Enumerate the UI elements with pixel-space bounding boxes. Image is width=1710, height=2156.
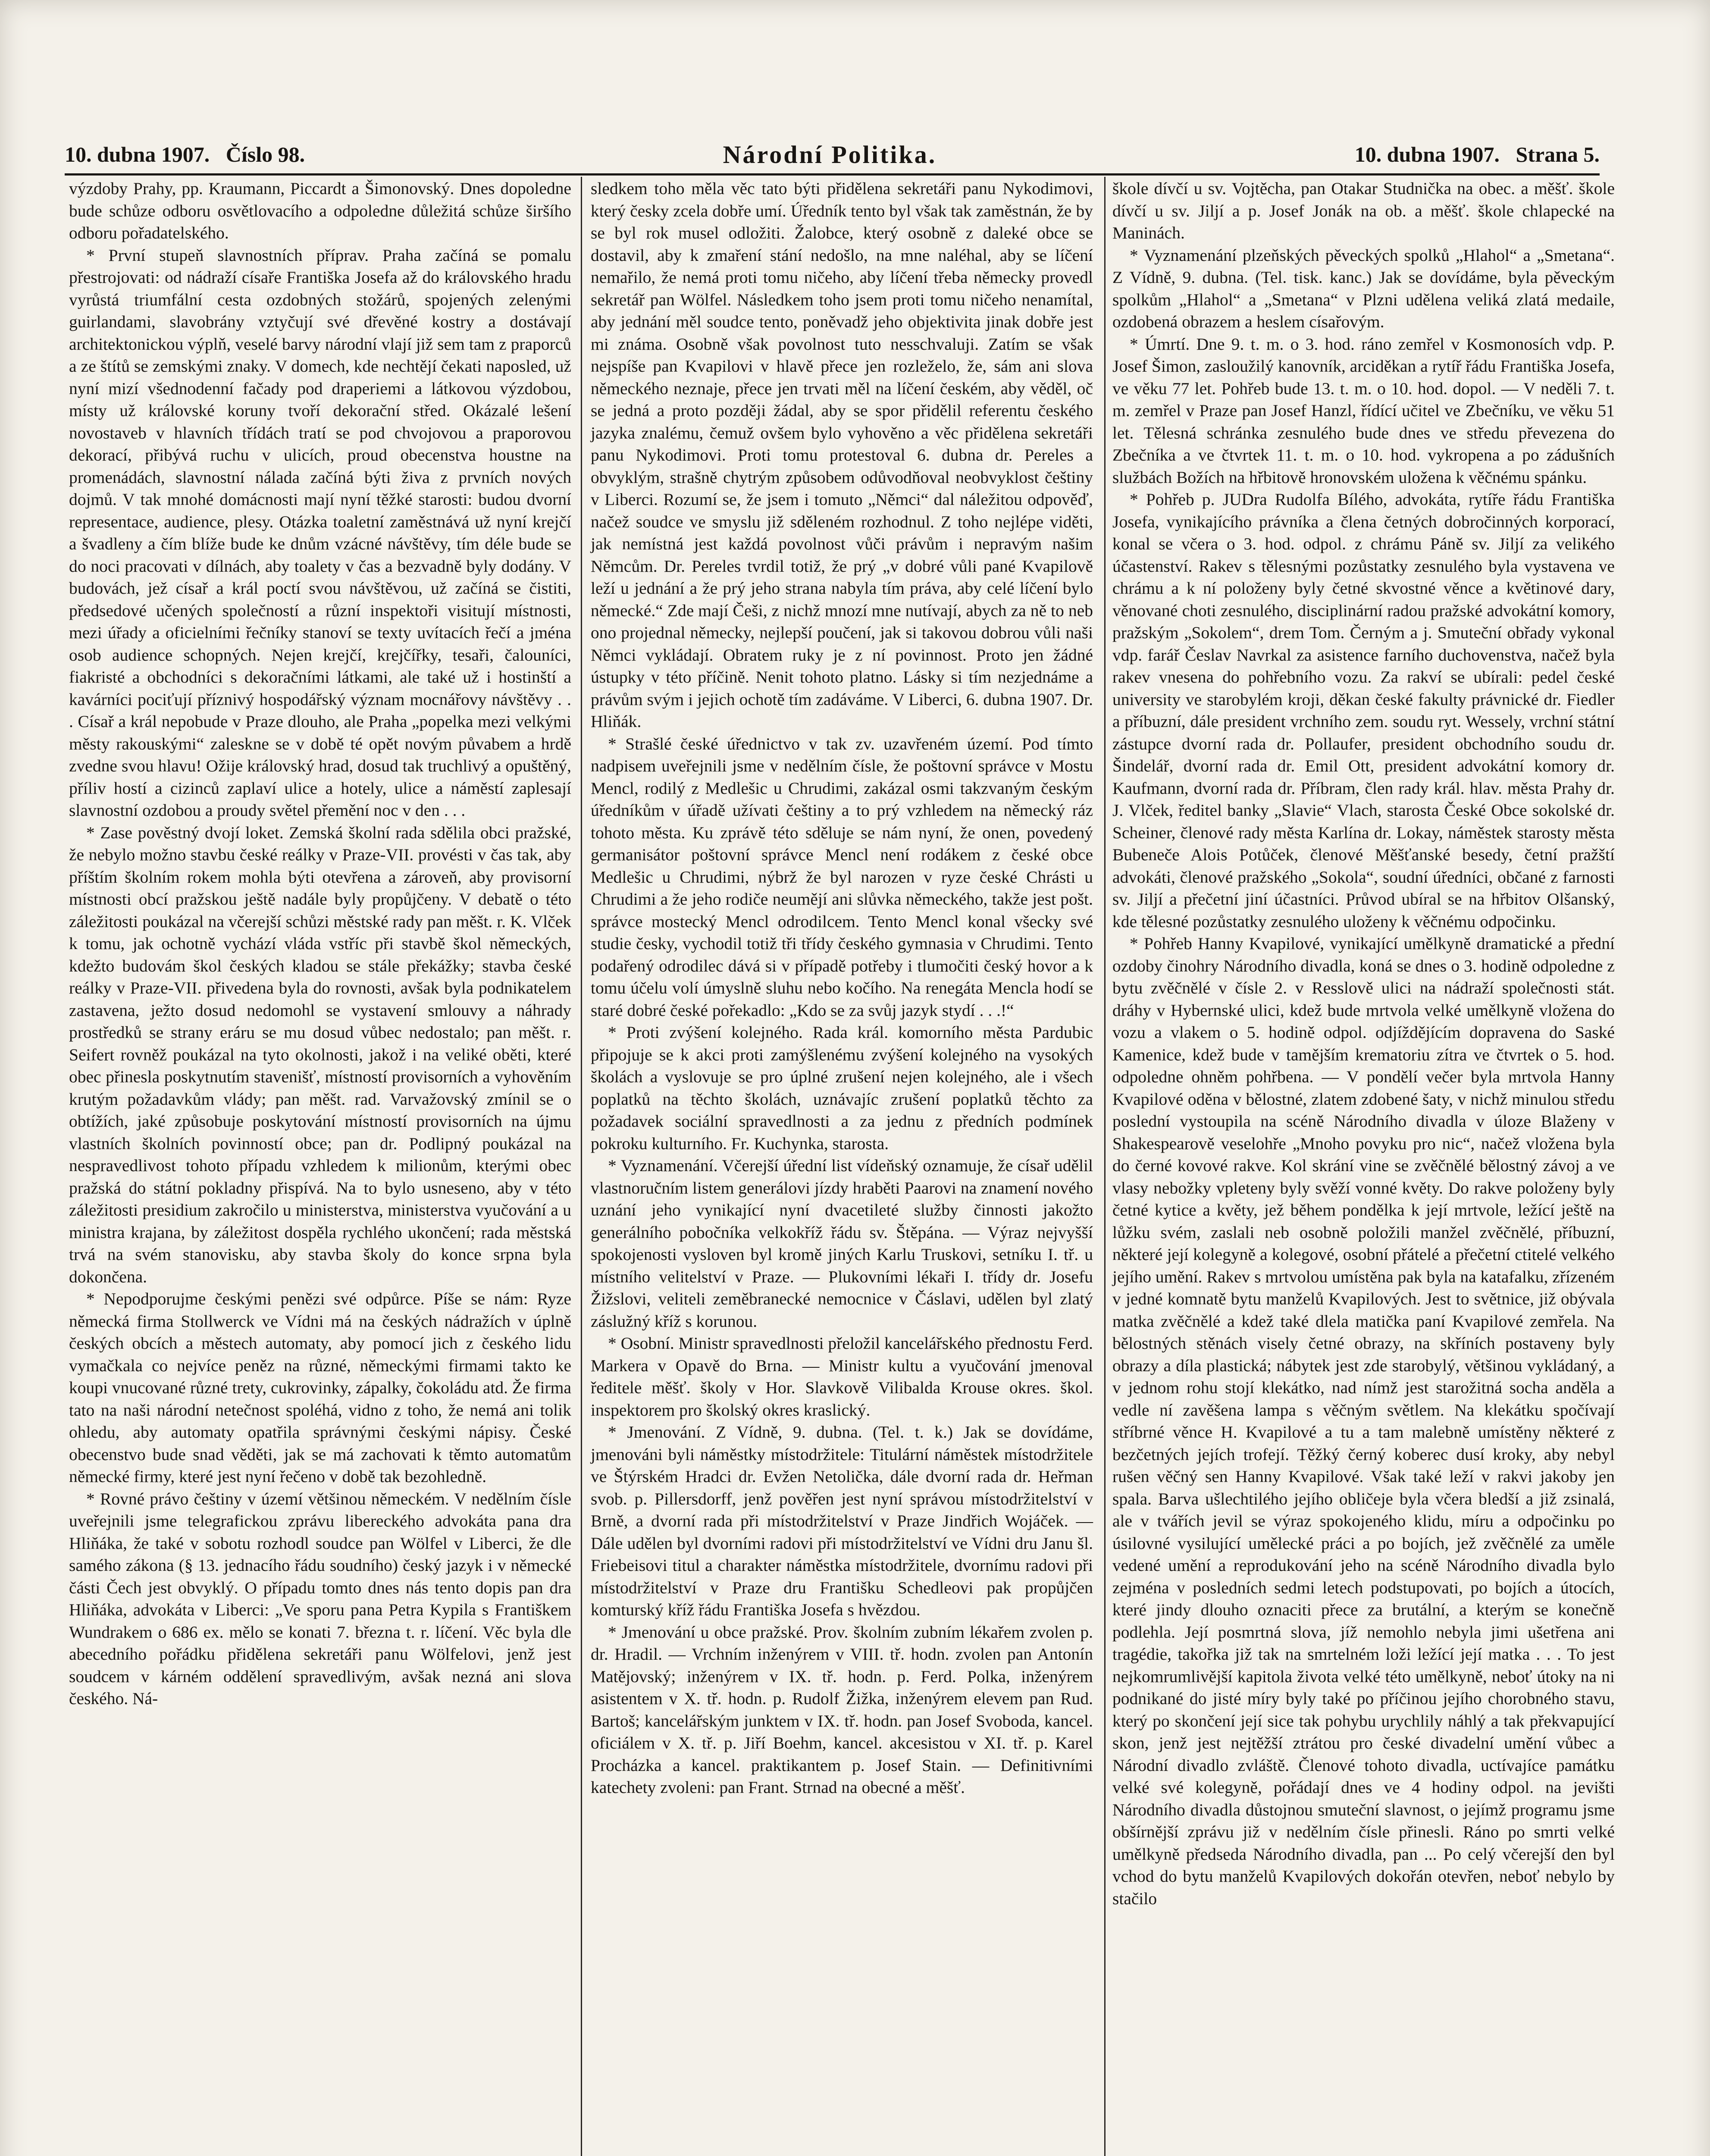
header-date-right: 10. dubna 1907. xyxy=(1354,142,1500,166)
header-page-number: Strana 5. xyxy=(1516,142,1600,166)
article-paragraph: * Osobní. Ministr spravedlnosti přeložil kancelářského přednostu Ferd. Markera v Opavě do Brna. — Ministr kultu a vyučování jmenoval ředitele měšť. školy v Hor. Slavkově Vilibalda Krouse okres. škol. inspektorem pro školský okres kraslický. xyxy=(591,1334,1097,1420)
header-date-left: 10. dubna 1907. xyxy=(65,142,210,166)
article-paragraph: * Nepodporujme českými penězi své odpůrce. Píše se nám: Ryze německá firma Stollwerck ve Vídni má na českých nádražích v úplně českých obcích a městech automaty, aby pomocí jich z českého lidu vymačkala co nejvíce peněz na různé, německými firmami takto ke koupi vnucované různé trety, cukrovinky, zápalky, čokoládu atd. Že firma tato na naši národní netečnost spoléhá, vidno z toho, že nemá ani tolik ohledu, aby automaty opatřila správnými českými nápisy. České obecenstvo bude snad věděti, jak se má zachovati k těmto automatům německé firmy, které jest nyní řečeno v době tak bezohledně. xyxy=(69,1289,576,1486)
column-divider-1 xyxy=(581,177,582,2156)
article-paragraph: * Rovné právo češtiny v území většinou německém. V nedělním čísle uveřejnili jsme telegrafickou zprávu libereckého advokáta pana dra Hliňáka, že také v sobotu rozhodl soudce pan Wölfel v Liberci, že dle samého zákona (§ 13. jednacího řádu soudního) český jazyk i v německé části Čech jest obvyklý. O případu tomto dnes nás tento dopis pan dra Hliňáka, advokáta v Liberci: „Ve sporu pana Petra Kypila s Františkem Wundrakem o 686 ex. mělo se konati 7. března t. r. líčení. Věc byla dle abecedního pořádku přidělena sekretáři panu Wölfelovi, jenž jest soudcem v kárném oddělení spravedlivým, avšak nezná ani slova českého. Ná- xyxy=(69,1489,576,1708)
masthead: Národní Politika. xyxy=(723,140,937,169)
article-paragraph: * Vyznamenání plzeňských pěveckých spolků „Hlahol“ a „Smetana“. Z Vídně, 9. dubna. (Tel. tisk. kanc.) Jak se dovídáme, byla pěveckým spolkům „Hlahol“ a „Smetana“ v Plzni udělena veliká zlatá medaile, ozdobená obrazem a heslem císařovým. xyxy=(1112,245,1619,331)
column-1 xyxy=(69,178,576,2156)
column-2 xyxy=(591,178,1097,2156)
article-paragraph: * Pohřeb Hanny Kvapilové, vynikající umělkyně dramatické a přední ozdoby činohry Národního divadla, koná se dnes o 3. hodině odpoledne z bytu zvěčnělé v čísle 2. v Resslově ulici na nádraží společnosti stát. dráhy v Hybernské ulici, kdež bude mrtvola velké umělkyně vložena do vozu a vlakem o 5. hodině odpol. odjíždějícím dopravena do Saské Kamenice, kdež bude v tamějším krematoriu zítra ve čtvrtek o 5. hod. odpoledne ohněm pohřbena. — V pondělí večer byla mrtvola Hanny Kvapilové oděna v bělostné, zlatem zdobené šaty, v nichž minulou středu poslední vystoupila na scéně Národního divadla v úloze Blaženy v Shakespearově veselohře „Mnoho povyku pro nic“, načež vložena byla do černé kovové rakve. Kol skrání vine se zvěčnělé bělostný závoj a ve vlasy nebožky vpleteny byly svěží vonné květy. Do rakve položeny byly četné kytice a květy, jež během pondělka k její mrtvole, ležící ještě na lůžku svém, zaslali neb osobně položili manžel zvěčnělé, příbuzní, některé její kolegyně a kolegové, osobní přátelé a přečetní ctitelé velkého jejího umění. Rakev s mrtvolou umístěna pak byla na katafalku, zřízeném v jedné komnatě bytu manželů Kvapilových. Jest to světnice, již obývala matka zvěčnělé a kdež také dlela matička paní Kvapilové zemřela. Na bělostných stěnách visely četné obrazy, na skříních postaveny byly obrazy a díla plastická; nábytek jest zde starobylý, většinou vykládaný, a v jednom rohu stojí klekátko, nad nímž jest starožitná socha anděla a vedle ní zavěšena lampa s věčným světlem. Na klekátku spočívají stříbrné věnce H. Kvapilové a tu a tam malebně umístěny některé z bezčetných jejích trofejí. Těžký černý koberec dusí kroky, aby nebyl rušen věčný sen Hanny Kvapilové. Však také leží v rakvi jakoby jen spala. Barva ušlechtilého jejího obličeje byla včera bledší a již zsinalá, ale v tvářích jevil se výraz spokojeného klidu, míru a odpočinku po úsilovné vysilující umělecké práci a po bojích, jež zvěčnělé za uměle vedené umění a reprodukování jeho na scéně Národního divadla bylo zejména v posledních sedmi letech podstupovati, po bojích a útocích, které jindy dlouho oznaciti přece za brutální, a kterým se konečně podlehla. Její posmrtná slova, jíž nemohlo nebyla jimi ušetřena ani tragédie, takořka již tak na smrtelném loži ležící její matka . . . To jest nejkomrumlivější kapitola života velké této umělkyně, neboť útoky na ni podnikané do jisté míry byly také po příčinou jejího chorobného stavu, který po skončení její sice tak pohybu urychlily náhlý a tak překvapující skon, jenž jest nejtěžší ztrátou pro české divadelní umění vůbec a Národní divadlo zvláště. Členové tohoto divadla, uctívajíce památku velké své kolegyně, pořádají dnes ve 4 hodiny odpol. na jevišti Národního divadla důstojnou smuteční slavnost, o jejímž programu jsme obšírnější zprávu již v nedělním čísle přinesli. Ráno po smrti velké umělkyně předseda Národního divadla, pan ... Po celý včerejší den byl vchod do bytu manželů Kvapilových dokořán otevřen, neboť nebylo by stačilo xyxy=(1112,934,1619,1908)
article-paragraph: sledkem toho měla věc tato býti přidělena sekretáři panu Nykodimovi, který česky zcela dobře umí. Úředník tento byl však tak zaměstnán, že by se byl rok musel odložiti. Žalobce, který osobně z daleké obce se dostavil, aby k zmaření stání nedošlo, na mne naléhal, aby se líčení nemařilo, že nemá proti tomu ničeho, aby líčení třeba německy provedl sekretář pan Wölfel. Následkem toho jsem proti tomu ničeho nenamítal, aby jednání měl soudce tento, poněvadž jeho objektivita jinak dobře jest mi známa. Osobně však povolnost tuto nesschvaluji. Zatím se však nejspíše pan Kvapilovi v hlavě přece jen rozleželo, že, sám ani slova německého neznaje, přece jen trvati měl na líčení českém, aby věděl, oč se jedná a proto později žádal, aby se spor přidělil referentu českého jazyka znalému, čemuž ovšem bylo vyhověno a věc přidělena sekretáři panu Nykodimovi. Proti tomu protestoval 6. dubna dr. Pereles a obvyklým, strašně chytrým způsobem odůvodňoval neobvyklost češtiny v Liberci. Rozumí se, že jsem i tomuto „Němci“ dal náležitou odpověď, načež soudce ve smyslu již sděleném rozhodnul. Z toho nejlépe viděti, jak nemístná jest každá povolnost vůči právům i nepravým našim Němcům. Dr. Pereles tvrdil totiž, že prý „v dobré vůli pané Kvapilově leží u jednání a že prý jeho strana nabyla tím práva, aby celé líčení bylo německé.“ Zde mají Češi, z nichž mnozí mne nutívají, abych za ně to neb ono projednal německy, nejlepší poučení, jak si takovou dobrou vůli naši Němci vykládají. Obratem ruky je z ní povinnost. Proto jen žádné ústupky v této příčině. Nenit tohoto platno. Lásky si tím nezjednáme a právům svým i jejich ochotě tím zadáváme. V Liberci, 6. dubna 1907. Dr. Hliňák. xyxy=(591,179,1097,731)
article-paragraph: * Jmenování. Z Vídně, 9. dubna. (Tel. t. k.) Jak se dovídáme, jmenováni byli náměstky místodržitele: Titulární náměstek místodržitele ve Štýrském Hradci dr. Evžen Netolička, dále dvorní rada dr. Heřman svob. p. Pillersdorff, jenž pověřen jest nyní správou místodržitelství v Brně, a dvorní rada při místodržitelství v Praze Jindřich Wojáček. — Dále udělen byl dvorními radovi při místodržitelství ve Vídni dru Janu šl. Friebeisovi titul a charakter náměstka místodržitele, dvornímu radovi při místodržitelství v Praze dru Františku Schedleovi pak propůjčen komturský kříž řádu Františka Josefa s hvězdou. xyxy=(591,1423,1097,1619)
column-divider-2 xyxy=(1104,177,1106,2156)
article-paragraph: * Zase pověstný dvojí loket. Zemská školní rada sdělila obci pražské, že nebylo možno stavbu české reálky v Praze-VII. provésti v čas tak, aby příštím školním rokem mohla býti otevřena a zároveň, aby provisorní místnosti obcí pražskou ještě nadále byly propůjčeny. V debatě o této záležitosti poukázal na včerejší schůzi městské rady pan měšt. r. K. Vlček k tomu, jak ochotně vychází vláda vstříc při stavbě škol německých, kdežto budovám škol českých kladou se stále překážky; stavba české reálky v Praze-VII. přivedena byla do rovnosti, avšak byla podnikatelem zastavena, ježto dosud nedomohl se vystavení smlouvy a náhrady prostředků se strany eráru se mu dosud vůbec nedostalo; pan měšt. r. Seifert rovněž poukázal na tyto okolnosti, jakož i na veliké oběti, které obec přinesla poskytnutím stavenišť, místností provisorních a vyhověním krutým požadavkům vlády; pan měšt. rad. Varvažovský zmínil se o obtížích, jaké způsobuje poskytování místností provisorních na újmu vlastních školních povinností obce; pan dr. Podlipný poukázal na nespravedlivost tohoto případu vzhledem k milionům, kterými obec pražská do státní pokladny přispívá. Na to bylo usneseno, aby v této záležitosti presidium zakročilo u ministerstva, ministerstva vyučování a u ministra krajana, by záležitost dospěla rychlého ukončení; rada městská trvá na svém stanovisku, aby stavba školy do konce srpna byla dokončena. xyxy=(69,823,576,1286)
article-paragraph: * První stupeň slavnostních příprav. Praha začíná se pomalu přestrojovati: od nádraží císaře Františka Josefa až do královského hradu vyrůstá triumfální cesta ozdobných stožárů, spojených zelenými guirlandami, slavobrány vztyčují své dřevěné kostry a dostávají architektonickou výplň, veselé barvy národní vlají již sem tam z praporců a ze štítů se zemskými znaky. V domech, kde nechtějí čekati naposled, už nyní mizí všednodenní fačady pod draperiemi a látkovou výzdobou, místy už královské koruny tvoří dekorační střed. Okázalé lešení novostaveb v hlavních třídách tratí se pod chvojovou a praporovou dekorací, přibývá ruchu v ulicích, proud obecenstva houstne na promenádách, slavnostní nálada začíná býti živa z prvních nových dojmů. V tak mnohé domácnosti mají nyní těžké starosti: budou dvorní representace, audience, plesy. Otázka toaletní zaměstnává už nyní krejčí a švadleny a čím blíže bude ke dnům vzácné návštěvy, tím déle bude se do noci pracovati v dílnách, aby toalety v čas a bezvadně byly dodány. V budovách, jež císař a král poctí svou návštěvou, už začíná se čistiti, předsedové učených společností a různí inspektoři visitují místnosti, mezi úřady a oficielními řečníky stanoví se texty uvítacích řečí a jména osob audience schopných. Nejen krejčí, krejčířky, tesaři, čalouníci, fiakristé a obchodníci s dekoračními látkami, ale také už i hostinští a kavárníci pociťují příznivý hospodářský význam mocnářovy návštěvy . . . Císař a král nepobude v Praze dlouho, ale Praha „popelka mezi velkými městy rakouskými“ zaleskne se v době té opět novým půvabem a hrdě zvedne svou hlavu! Ožije královský hrad, dosud tak truchlivý a opuštěný, příliv hostí a cizinců zaplaví ulice a hotely, ulice a náměstí zaplesají slavnostní ozdobou a proudy světel přemění noc v den . . . xyxy=(69,245,576,820)
article-paragraph: škole dívčí u sv. Vojtěcha, pan Otakar Studnička na obec. a měšť. škole dívčí u sv. Jiljí a p. Josef Jonák na ob. a měšť. škole chlapecké na Maninách. xyxy=(1112,179,1619,242)
header-issue: Číslo 98. xyxy=(225,142,305,166)
article-paragraph: * Pohřeb p. JUDra Rudolfa Bílého, advokáta, rytíře řádu Františka Josefa, vynikajícího právníka a člena četných dobročinných korporací, konal se včera o 3. hod. odpol. z chrámu Páně sv. Jiljí za velikého účastenství. Rakev s tělesnými pozůstatky zesnulého byla vystavena ve chrámu a k ní položeny byly četné skvostné věnce a květinové dary, věnované choti zesnulého, disciplinární radou pražské advokátní komory, pražským „Sokolem“, drem Tom. Černým a j. Smuteční obřady vykonal vdp. farář Česlav Navrkal za asistence farního duchovenstva, načež byla rakev vnesena do pohřebního vozu. Za rakví se ubírali: pedel české university ve starobylém kroji, děkan české fakulty právnické dr. Fiedler a příbuzní, dále president vrchního zem. soudu ryt. Wessely, vrchní státní zástupce dvorní rada dr. Pollaufer, president obchodního soudu dr. Šindelář, dvorní rada dr. Emil Ott, president advokátní komory dr. Kaufmann, dvorní rada dr. Příbram, člen rady král. hlav. města Prahy dr. J. Vlček, ředitel banky „Slavie“ Vlach, starosta České Obce sokolské dr. Scheiner, členové rady města Karlína dr. Lokay, náměstek starosty města Bubeneče Alois Potůček, členové Měšťanské besedy, četní pražští advokáti, členové pražského „Sokola“, soudní úředníci, občané z farnosti sv. Jiljí a přečetní jiní účastníci. Průvod ubíral se na hřbitov Olšanský, kde tělesné pozůstatky zesnulého uloženy k věčnému odpočinku. xyxy=(1112,490,1619,931)
header-left xyxy=(65,142,305,167)
article-paragraph: * Strašlé české úřednictvo v tak zv. uzavřeném území. Pod tímto nadpisem uveřejnili jsme v nedělním čísle, že poštovní správce v Mostu Mencl, rodilý z Medlešic u Chrudimi, zakázal osmi takzvaným českým úředníkům v úřadě užívati češtiny a to prý vzhledem na německý ráz tohoto města. Ku zprávě této sděluje se nám nyní, že onen, povedený germanisátor poštovní správce Mencl není rodákem z české obce Medlešic u Chrudimi, nýbrž že byl narozen v ryze české Chrásti u Chrudimi a že jeho rodiče neumějí ani slůvka německého, takže jest pošt. správce mostecký Mencl odrodilcem. Tento Mencl konal všecky své studie česky, vychodil totiž tři třídy českého gymnasia v Chrudimi. Tento podařený odrodilec dává si v případě potřeby i tlumočiti český hovor a k tomu účelu volí úmyslně sluhu nebo kočího. Na renegáta Mencla hodí se staré dobré české pořekadlo: „Kdo se za svůj jazyk stydí . . .!“ xyxy=(591,734,1097,1020)
article-paragraph: výzdoby Prahy, pp. Kraumann, Piccardt a Šimonovský. Dnes dopoledne bude schůze odboru osvětlovacího a odpoledne důležitá schůze širšího odboru pořadatelského. xyxy=(69,179,576,242)
column-3 xyxy=(1112,178,1619,2156)
header-rule xyxy=(65,173,1600,175)
article-paragraph: * Vyznamenání. Včerejší úřední list vídeňský oznamuje, že císař udělil vlastnoručním listem generálovi jízdy hraběti Paarovi na znamení nového uznání jeho vynikající nyní dvacetileté služby činnosti jakožto generálního pobočníka velkokříž řádu sv. Štěpána. — Výraz nejvyšší spokojenosti vysloven byl kromě jiných Karlu Truskovi, setníku I. tř. u místního velitelství v Praze. — Plukovními lékaři I. třídy dr. Josefu Žižslovi, veliteli zeměbranecké nemocnice v Čáslavi, udělen byl zlatý záslužný kříž s korunou. xyxy=(591,1156,1097,1331)
header-right xyxy=(1355,142,1600,167)
page-header xyxy=(65,137,1600,172)
article-paragraph: * Proti zvýšení kolejného. Rada král. komorního města Pardubic připojuje se k akci proti zamýšlenému zvýšení kolejného na vysokých školách a vyslovuje se pro úplné zrušení nejen kolejného, ale i všech poplatků na těchto školách, uznávajíc zrušení poplatků těchto za požadavek sociální spravedlnosti a za jednu z předních podmínek pokroku kulturního. Fr. Kuchynka, starosta. xyxy=(591,1023,1097,1153)
article-paragraph: * Úmrtí. Dne 9. t. m. o 3. hod. ráno zemřel v Kosmonosích vdp. P. Josef Šimon, zasloužilý kanovník, arciděkan a rytíř řádu Františka Josefa, ve věku 77 let. Pohřeb bude 13. t. m. o 10. hod. dopol. — V neděli 7. t. m. zemřel v Praze pan Josef Hanzl, řídící učitel ve Zbečníku, ve věku 51 let. Tělesná schránka zesnulého bude dnes ve středu převezena do Zbečníka a ve čtvrtek 11. t. m. o 10. hod. vykropena a po zádušních službách Božích na hřbitově hronovském uložena k věčnému spánku. xyxy=(1112,334,1619,487)
article-paragraph: * Jmenování u obce pražské. Prov. školním zubním lékařem zvolen p. dr. Hradil. — Vrchním inženýrem v VIII. tř. hodn. zvolen pan Antonín Matějovský; inženýrem v IX. tř. hodn. p. Ferd. Polka, inženýrem asistentem v X. tř. hodn. p. Rudolf Žižka, inženýrem elevem pan Rud. Bartoš; kancelářským junktem v IX. tř. hodn. pan Josef Svoboda, kancel. oficiálem v X. tř. p. Jiří Boehm, kancel. akcesistou v XI. tř. p. Karel Procházka a kancel. praktikantem p. Josef Stain. — Definitivními katechety zvoleni: pan Frant. Strnad na obecné a měšť. xyxy=(591,1622,1097,1797)
